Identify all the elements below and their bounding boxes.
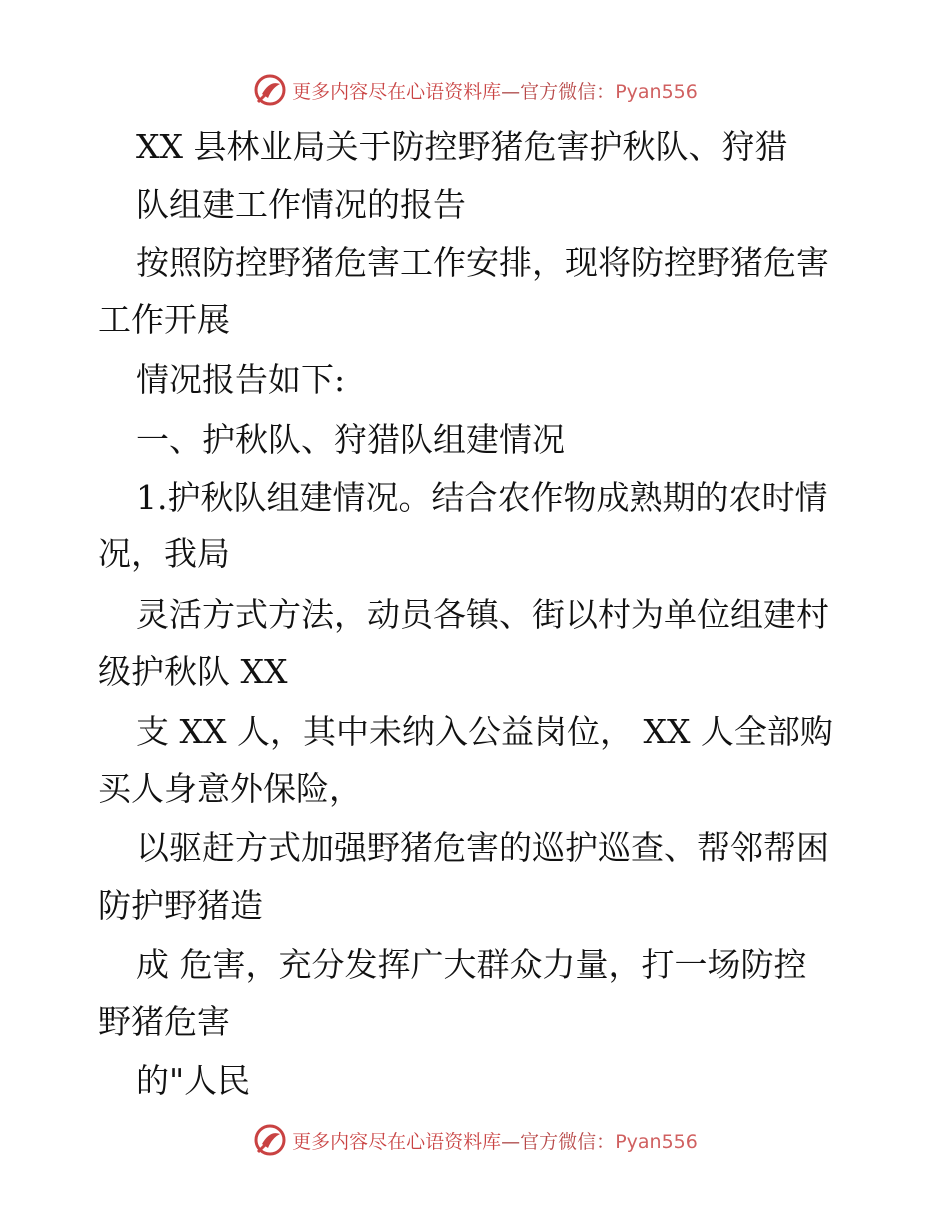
paragraph-line: 灵活方式方法，动员各镇、街以村为单位组建村	[136, 595, 829, 634]
watermark-dash: —	[501, 80, 521, 103]
paragraph-line: 买人身意外保险，	[98, 769, 362, 808]
paragraph-line: 支 XX 人，其中未纳入公益岗位， XX 人全部购	[136, 712, 833, 751]
paragraph-line: 野猪危害	[98, 1002, 230, 1041]
paragraph-line: 工作开展	[98, 300, 230, 339]
watermark-official-label: 官方微信：	[520, 80, 616, 103]
watermark-brand: 更多内容尽在心语资料库	[292, 80, 502, 103]
library-logo-icon	[252, 72, 288, 108]
paragraph-line: 防护野猪造	[98, 886, 263, 925]
paragraph-line: 成 危害，充分发挥广大群众力量，打一场防控	[136, 945, 807, 984]
watermark-text	[292, 77, 698, 104]
paragraph-line: 级护秋队 XX	[98, 652, 288, 691]
footer-watermark	[0, 1120, 950, 1160]
header-watermark	[0, 70, 950, 110]
watermark-dash: —	[501, 1130, 521, 1153]
paragraph-line: 以驱赶方式加强野猪危害的巡护巡查、帮邻帮困	[136, 828, 829, 867]
paragraph-line: 的"人民	[136, 1061, 251, 1100]
paragraph-line: 情况报告如下:	[136, 360, 346, 399]
watermark-official-label: 官方微信：	[520, 1130, 616, 1153]
watermark-wechat-id: Pyan556	[615, 1130, 698, 1153]
paragraph-line: 按照防控野猪危害工作安排，现将防控野猪危害	[136, 243, 829, 282]
document-title-line-2: 队组建工作情况的报告	[136, 185, 466, 224]
watermark-text	[292, 1127, 698, 1154]
paragraph-line: 况，我局	[98, 534, 230, 573]
library-logo-icon	[252, 1122, 288, 1158]
section-heading: 一、护秋队、狩猎队组建情况	[136, 420, 565, 459]
document-title-line-1: XX 县林业局关于防控野猪危害护秋队、狩猎	[136, 127, 788, 166]
paragraph-line: 1.护秋队组建情况。结合农作物成熟期的农时情	[136, 478, 828, 517]
watermark-wechat-id: Pyan556	[615, 80, 698, 103]
watermark-brand: 更多内容尽在心语资料库	[292, 1130, 502, 1153]
